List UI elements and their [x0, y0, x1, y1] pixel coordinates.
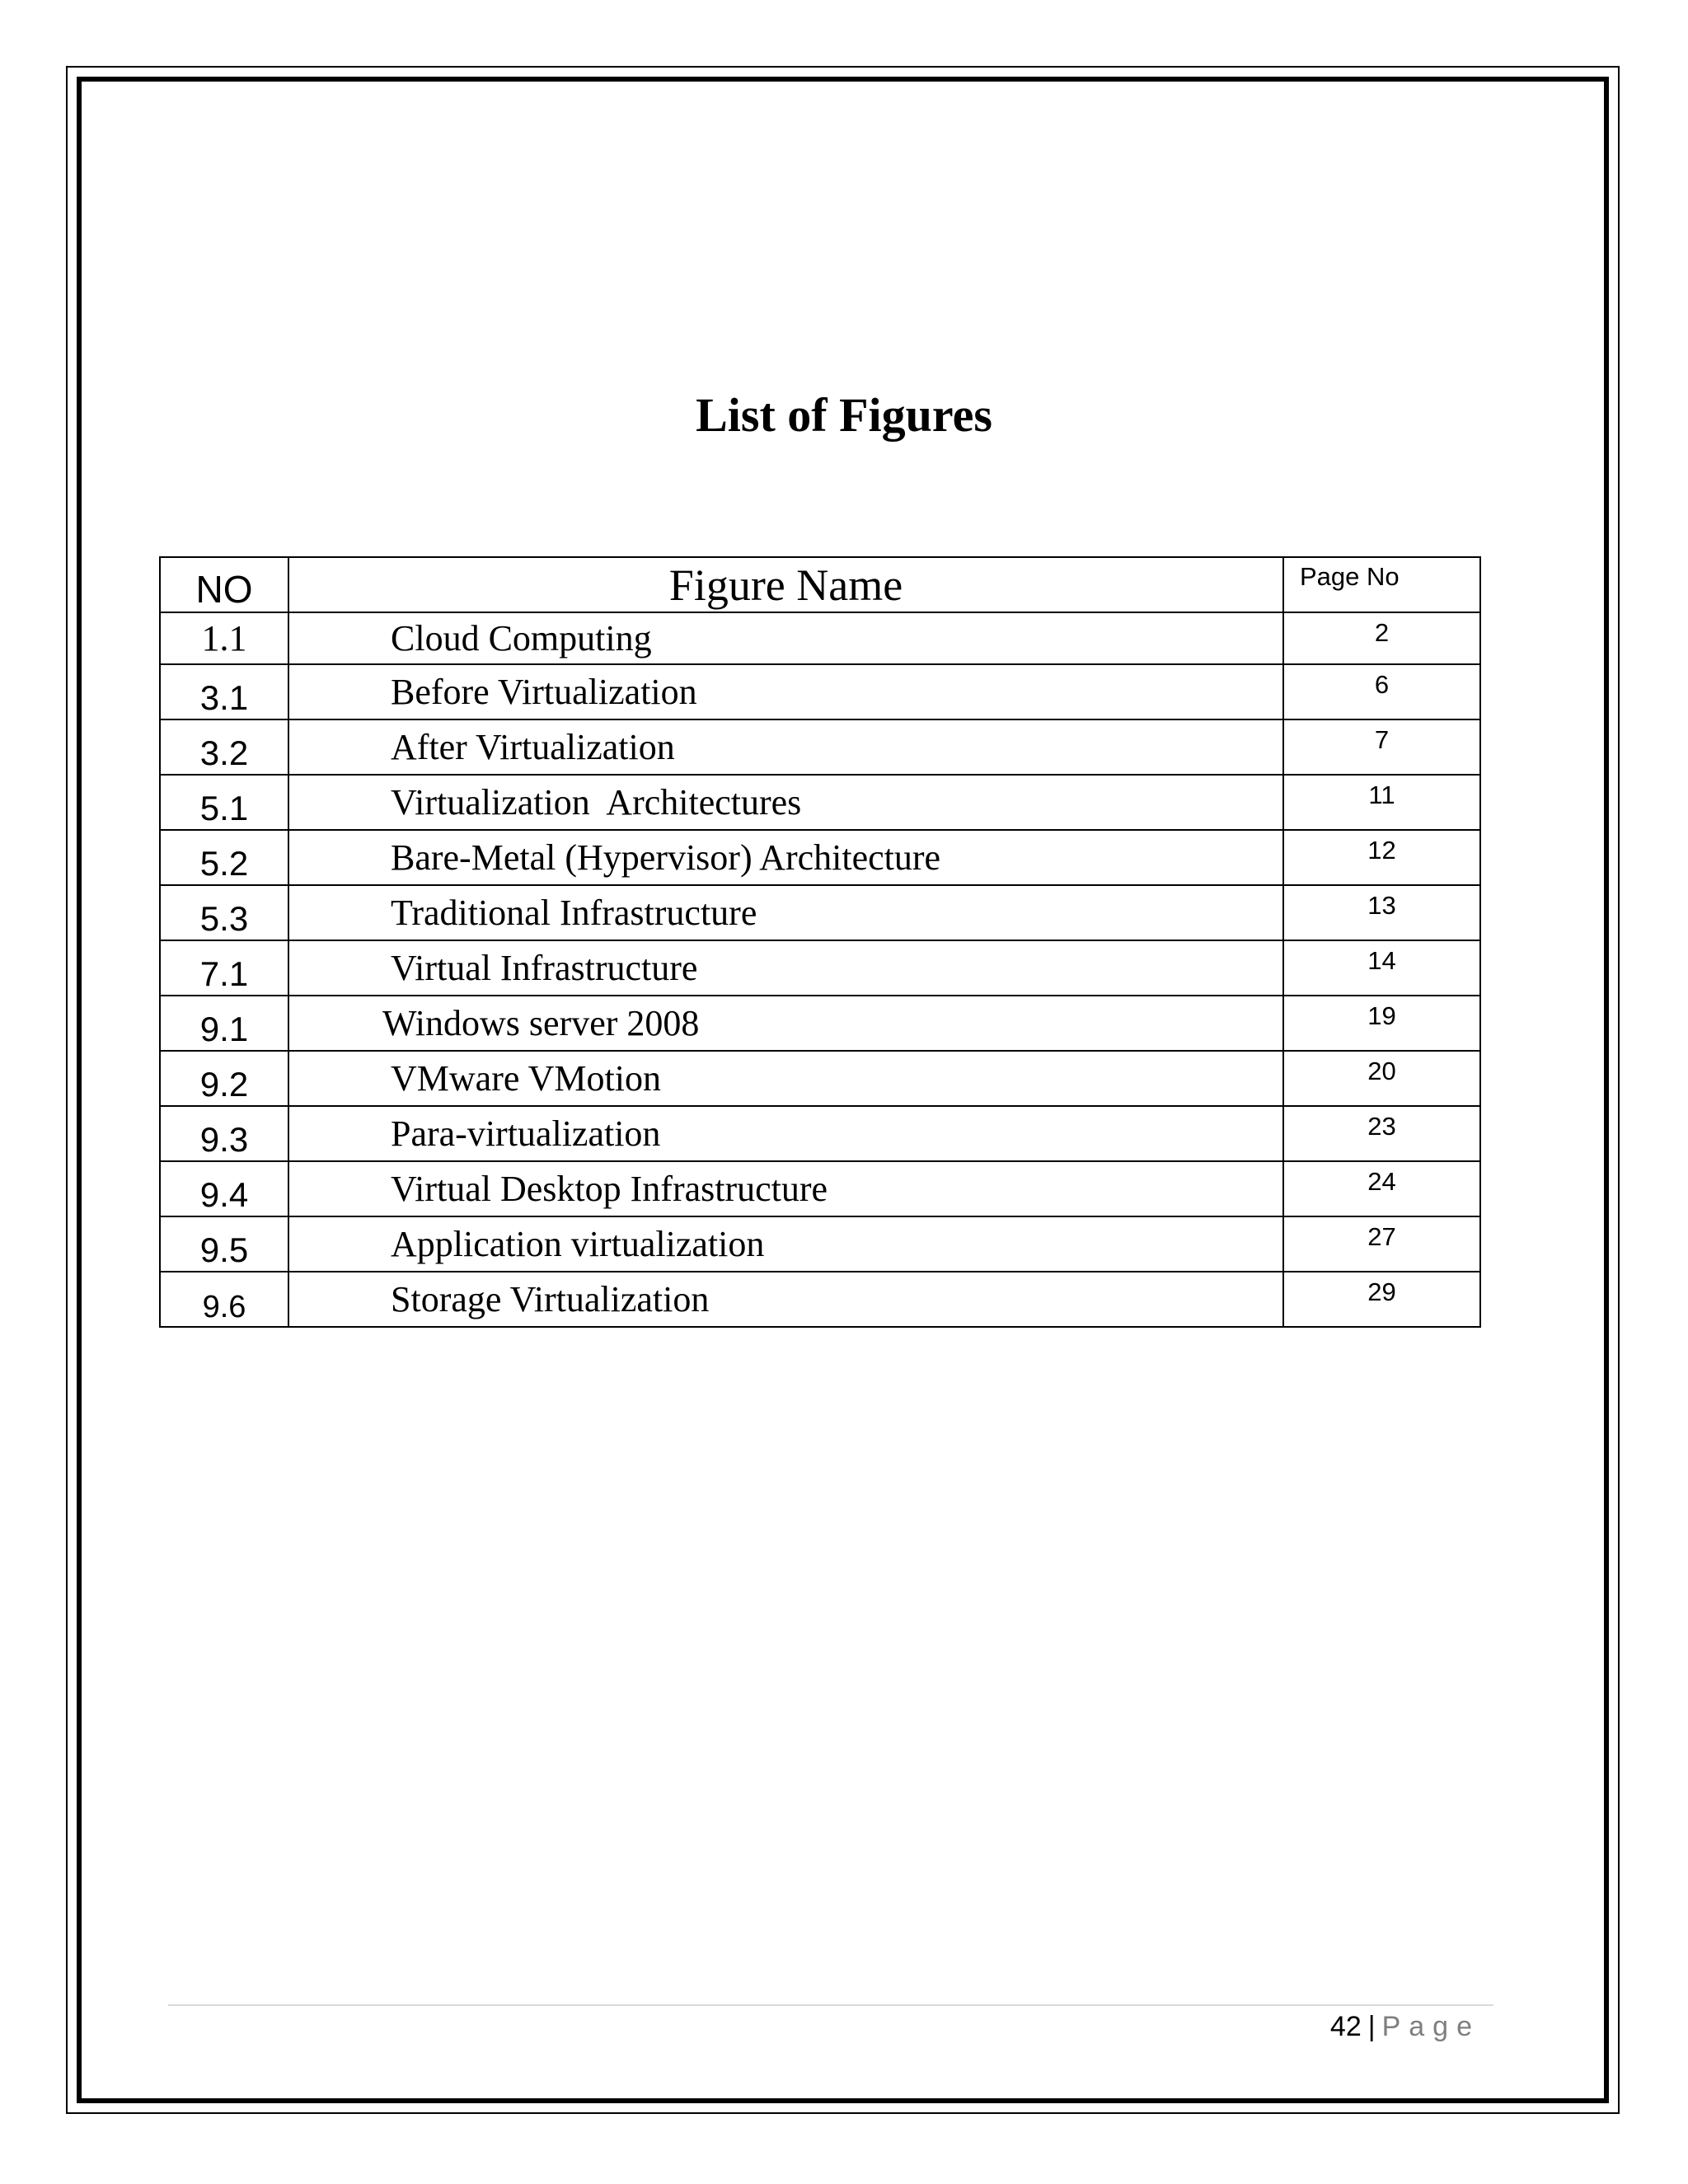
figure-page: 14: [1283, 940, 1480, 996]
figure-number: 3.1: [160, 664, 288, 719]
figure-number: 3.2: [160, 719, 288, 775]
table-row: [160, 1161, 1480, 1216]
figure-number: 9.5: [160, 1216, 288, 1272]
figure-name: Before Virtualization: [288, 664, 1283, 719]
figure-number: 9.6: [160, 1272, 288, 1327]
figure-number: 5.3: [160, 885, 288, 940]
figure-page: 12: [1283, 830, 1480, 885]
figure-name: Virtualization Architectures: [288, 775, 1283, 830]
table-row: [160, 719, 1480, 775]
header-page-no: Page No: [1283, 557, 1480, 612]
header-figure-name: Figure Name: [288, 557, 1283, 612]
figure-name: Windows server 2008: [288, 996, 1283, 1051]
figure-number: 1.1: [160, 612, 288, 664]
figure-page: 11: [1283, 775, 1480, 830]
footer-page-number: 42: [1329, 2011, 1362, 2042]
figure-name: Bare-Metal (Hypervisor) Architecture: [288, 830, 1283, 885]
table-row: [160, 1051, 1480, 1106]
figure-number: 9.1: [160, 996, 288, 1051]
figure-number: 7.1: [160, 940, 288, 996]
figure-name: Application virtualization: [288, 1216, 1283, 1272]
figure-page: 20: [1283, 1051, 1480, 1106]
table-row: [160, 1272, 1480, 1327]
figure-page: 19: [1283, 996, 1480, 1051]
table-row: [160, 664, 1480, 719]
figure-number: 5.1: [160, 775, 288, 830]
figure-name: Cloud Computing: [288, 612, 1283, 664]
figure-number: 9.3: [160, 1106, 288, 1161]
figure-name: Traditional Infrastructure: [288, 885, 1283, 940]
header-no: NO: [160, 557, 288, 612]
figure-page: 6: [1283, 664, 1480, 719]
footer-separator: |: [1367, 2011, 1376, 2042]
table-row: [160, 1106, 1480, 1161]
figure-page: 2: [1283, 612, 1480, 664]
figure-page: 23: [1283, 1106, 1480, 1161]
figure-page: 24: [1283, 1161, 1480, 1216]
figure-name: Virtual Infrastructure: [288, 940, 1283, 996]
figure-page: 27: [1283, 1216, 1480, 1272]
table-row: [160, 612, 1480, 664]
figure-name: After Virtualization: [288, 719, 1283, 775]
page-title: List of Figures: [696, 388, 992, 442]
page-footer: [1330, 2011, 1480, 2043]
figure-number: 5.2: [160, 830, 288, 885]
table-row: [160, 996, 1480, 1051]
table-row: [160, 885, 1480, 940]
figure-name: Para-virtualization: [288, 1106, 1283, 1161]
footer-rule: [168, 2004, 1493, 2006]
table-row: [160, 1216, 1480, 1272]
table-header-row: [160, 557, 1480, 612]
figure-page: 7: [1283, 719, 1480, 775]
figure-page: 29: [1283, 1272, 1480, 1327]
figure-number: 9.4: [160, 1161, 288, 1216]
table-row: [160, 775, 1480, 830]
footer-page-label: Page: [1381, 2011, 1480, 2042]
table-row: [160, 830, 1480, 885]
figure-name: Storage Virtualization: [288, 1272, 1283, 1327]
figure-name: Virtual Desktop Infrastructure: [288, 1161, 1283, 1216]
figure-page: 13: [1283, 885, 1480, 940]
figures-table: [159, 556, 1481, 1328]
table-row: [160, 940, 1480, 996]
figure-name: VMware VMotion: [288, 1051, 1283, 1106]
figure-number: 9.2: [160, 1051, 288, 1106]
